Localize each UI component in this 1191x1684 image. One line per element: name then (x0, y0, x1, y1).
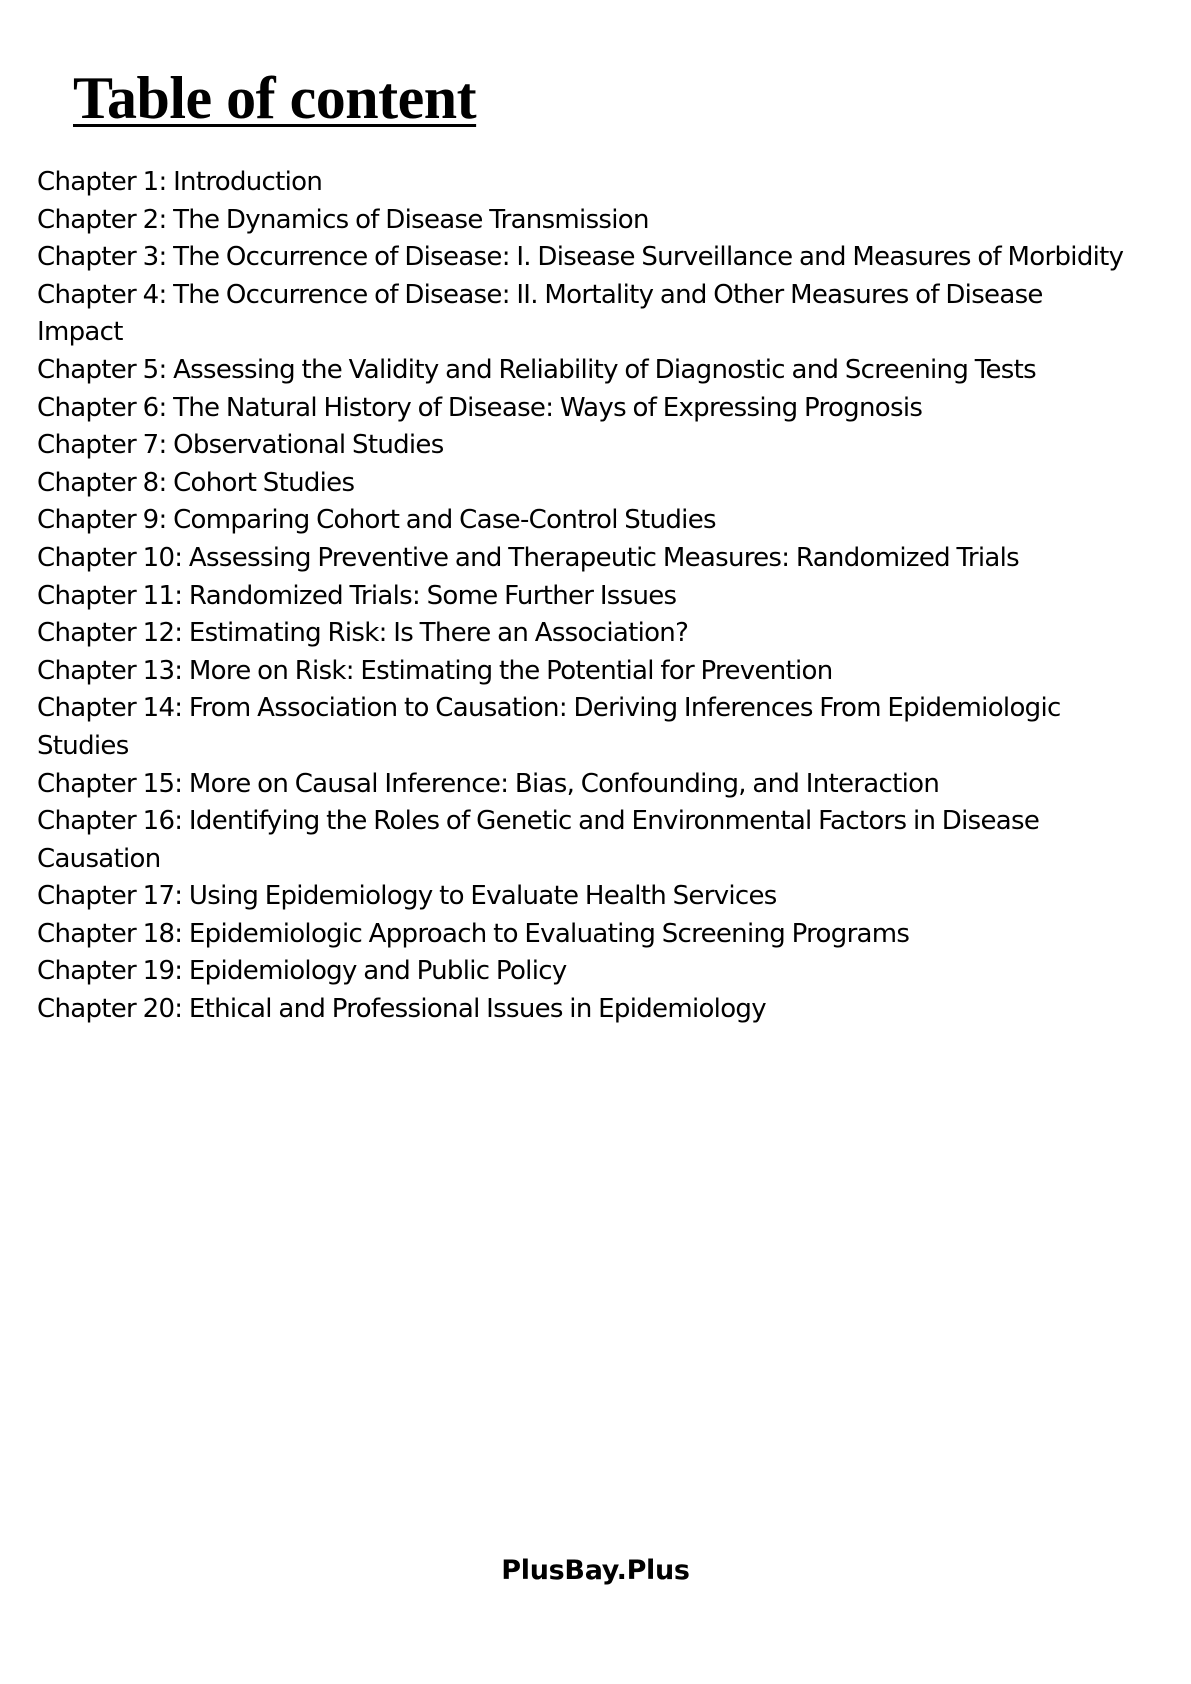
toc-item-chapter-16 (37, 803, 1187, 878)
toc-item-chapter-5 (37, 352, 1187, 390)
toc-item-text: Chapter 10: Assessing Preventive and Therapeutic Measures: Randomized Trials (37, 542, 1019, 573)
toc-item-chapter-7 (37, 427, 1187, 465)
toc-item-text: Chapter 12: Estimating Risk: Is There an Association? (37, 618, 689, 649)
toc-item-text: Chapter 20: Ethical and Professional Issues in Epidemiology (37, 994, 766, 1025)
footer-brand: PlusBay.Plus (501, 1555, 690, 1586)
toc-item-chapter-8 (37, 465, 1187, 503)
toc-item-chapter-15 (37, 766, 1187, 804)
page-title: Table of content (73, 65, 477, 131)
toc-item-chapter-9 (37, 502, 1187, 540)
toc-item-text: Chapter 7: Observational Studies (37, 430, 444, 461)
toc-item-chapter-14 (37, 690, 1187, 765)
table-of-contents-list (37, 164, 1187, 1029)
toc-item-text-continuation: Causation (37, 843, 161, 874)
toc-item-chapter-2 (37, 202, 1187, 240)
toc-item-text: Chapter 17: Using Epidemiology to Evaluate Health Services (37, 881, 777, 912)
toc-item-chapter-4 (37, 277, 1187, 352)
toc-item-text: Chapter 15: More on Causal Inference: Bias, Confounding, and Interaction (37, 768, 940, 799)
toc-item-text: Chapter 14: From Association to Causation: Deriving Inferences From Epidemiologic (37, 693, 1061, 724)
toc-item-text: Chapter 8: Cohort Studies (37, 467, 355, 498)
toc-item-text: Chapter 18: Epidemiologic Approach to Evaluating Screening Programs (37, 918, 910, 949)
toc-item-text: Chapter 2: The Dynamics of Disease Transmission (37, 204, 649, 235)
toc-item-chapter-18 (37, 916, 1187, 954)
toc-item-text: Chapter 5: Assessing the Validity and Reliability of Diagnostic and Screening Tests (37, 354, 1036, 385)
toc-item-text: Chapter 13: More on Risk: Estimating the Potential for Prevention (37, 655, 833, 686)
toc-item-text: Chapter 19: Epidemiology and Public Policy (37, 956, 567, 987)
toc-item-text-continuation: Impact (37, 317, 123, 348)
toc-item-chapter-10 (37, 540, 1187, 578)
toc-item-text: Chapter 1: Introduction (37, 167, 323, 197)
toc-item-text-continuation: Studies (37, 730, 129, 761)
toc-item-text: Chapter 6: The Natural History of Disease: Ways of Expressing Prognosis (37, 392, 923, 423)
toc-item-chapter-3 (37, 239, 1187, 277)
toc-item-chapter-1 (37, 164, 1187, 202)
toc-item-text: Chapter 4: The Occurrence of Disease: II. Mortality and Other Measures of Disease (37, 279, 1043, 310)
toc-item-text: Chapter 11: Randomized Trials: Some Further Issues (37, 580, 677, 611)
toc-item-chapter-17 (37, 878, 1187, 916)
toc-item-chapter-20 (37, 991, 1187, 1029)
toc-item-text: Chapter 9: Comparing Cohort and Case-Control Studies (37, 505, 716, 536)
toc-item-chapter-13 (37, 653, 1187, 691)
toc-item-chapter-19 (37, 953, 1187, 991)
toc-item-text: Chapter 16: Identifying the Roles of Genetic and Environmental Factors in Disease (37, 806, 1040, 837)
toc-item-chapter-11 (37, 578, 1187, 616)
toc-item-chapter-6 (37, 390, 1187, 428)
toc-item-chapter-12 (37, 615, 1187, 653)
toc-item-text: Chapter 3: The Occurrence of Disease: I. Disease Surveillance and Measures of Morbidity (37, 242, 1124, 273)
